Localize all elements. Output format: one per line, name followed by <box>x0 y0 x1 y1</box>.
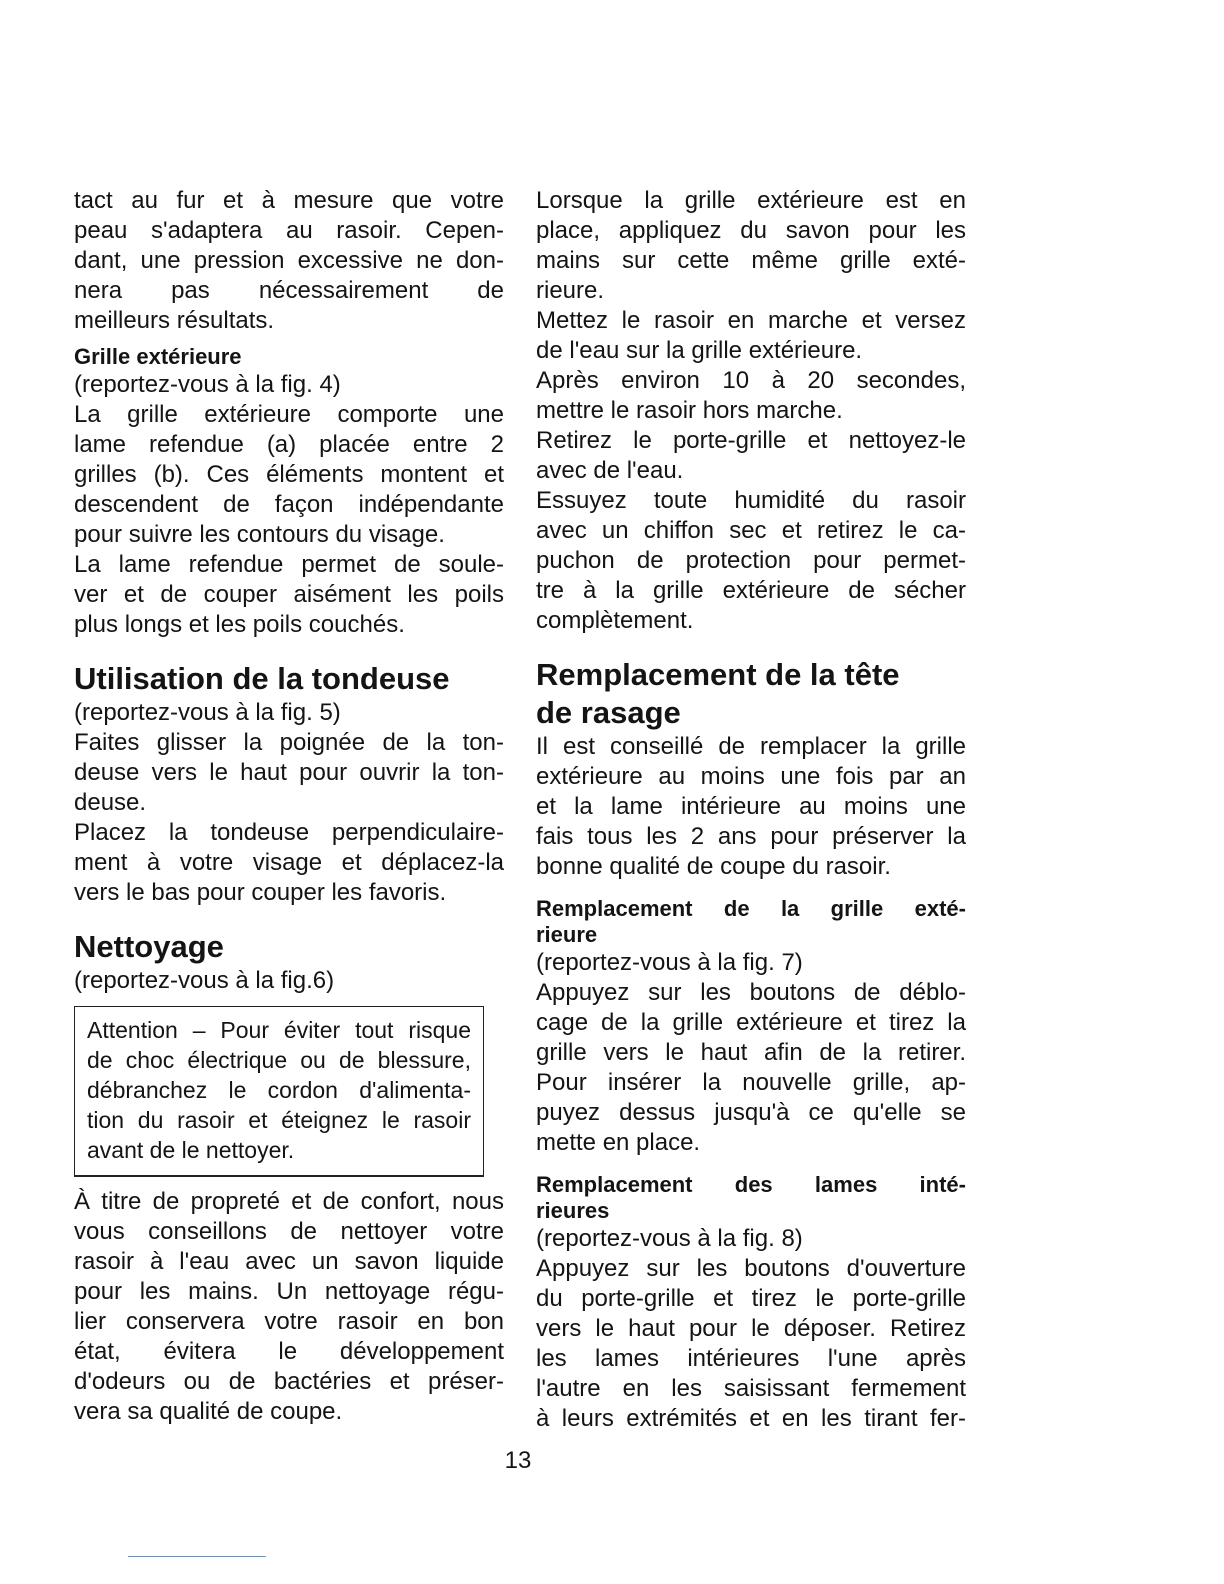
text-line: meilleurs résultats. <box>74 307 275 334</box>
text-line: (reportez-vous à la fig. 8) <box>536 1225 803 1252</box>
text-line: pour suivre les contours du visage. <box>74 521 445 548</box>
text-line: extérieure au moins une fois par an <box>536 763 966 790</box>
text-line: du porte-grille et tirez le porte-grille <box>536 1285 966 1312</box>
text-line: bonne qualité de coupe du rasoir. <box>536 853 891 880</box>
grille-paragraph <box>74 370 504 640</box>
text-line: grilles (b). Ces éléments montent et <box>74 461 504 488</box>
nettoyage-figure-ref: (reportez-vous à la fig.6) <box>74 967 335 994</box>
text-line: rieure. <box>536 277 605 304</box>
text-line: Attention – Pour éviter tout risque <box>87 1017 471 1043</box>
text-line: ver et de couper aisément les poils <box>74 581 504 608</box>
heading-remplacement-grille: Remplacement de la grille exté- <box>536 896 966 921</box>
heading-remplacement-grille-line2: rieure <box>536 922 598 947</box>
heading-remplacement-tete-line2: de rasage <box>536 695 681 730</box>
text-line: complètement. <box>536 607 694 634</box>
text-line: Placez la tondeuse perpendiculaire- <box>74 819 504 846</box>
text-line: peau s'adaptera au rasoir. Cepen- <box>74 217 504 244</box>
text-line: nera pas nécessairement de <box>74 277 504 304</box>
footer-rule <box>128 1556 266 1557</box>
left-column <box>74 186 504 1427</box>
text-line: dant, une pression excessive ne don- <box>74 247 504 274</box>
remplacement-paragraph <box>536 732 966 882</box>
text-line: vera sa qualité de coupe. <box>74 1398 343 1425</box>
heading-grille-exterieure: Grille extérieure <box>74 344 242 369</box>
text-line: Essuyez toute humidité du rasoir <box>536 487 966 514</box>
text-line: lame refendue (a) placée entre 2 <box>74 431 504 458</box>
tondeuse-paragraph <box>74 698 504 908</box>
heading-remplacement-lames-line2: rieures <box>536 1198 610 1223</box>
text-line: avec un chiffon sec et retirez le ca- <box>536 517 966 544</box>
text-line: deuse. <box>74 789 147 816</box>
text-line: descendent de façon indépendante <box>74 491 504 518</box>
text-line: (reportez-vous à la fig. 4) <box>74 371 341 398</box>
text-line: de l'eau sur la grille extérieure. <box>536 337 863 364</box>
heading-remplacement-lames: Remplacement des lames inté- <box>536 1172 966 1197</box>
heading-utilisation-tondeuse: Utilisation de la tondeuse <box>74 661 450 696</box>
text-line: d'odeurs ou de bactéries et préser- <box>74 1368 504 1395</box>
text-line: lier conservera votre rasoir en bon <box>74 1308 504 1335</box>
text-line: (reportez-vous à la fig. 7) <box>536 949 803 976</box>
right-column <box>536 186 966 1434</box>
text-line: grille vers le haut afin de la retirer. <box>536 1039 966 1066</box>
cleaning-step-5 <box>536 486 966 636</box>
text-line: l'autre en les saisissant fermement <box>536 1375 966 1402</box>
intro-paragraph <box>74 186 504 336</box>
text-line: tact au fur et à mesure que votre <box>74 187 504 214</box>
text-line: Retirez le porte-grille et nettoyez-le <box>536 427 966 454</box>
text-line: ment à votre visage et déplacez-la <box>74 849 504 876</box>
text-line: et la lame intérieure au moins une <box>536 793 966 820</box>
text-line: mettre le rasoir hors marche. <box>536 397 843 424</box>
grille-ext-paragraph <box>536 948 966 1158</box>
text-line: pour les mains. Un nettoyage régu- <box>74 1278 504 1305</box>
text-line: les lames intérieures l'une après <box>536 1345 966 1372</box>
text-line: puchon de protection pour permet- <box>536 547 966 574</box>
text-line: plus longs et les poils couchés. <box>74 611 405 638</box>
text-line: Pour insérer la nouvelle grille, ap- <box>536 1069 966 1096</box>
text-line: Mettez le rasoir en marche et versez <box>536 307 966 334</box>
nettoyage-paragraph <box>74 1187 504 1427</box>
text-line: tre à la grille extérieure de sécher <box>536 577 966 604</box>
cleaning-step-2 <box>536 306 966 366</box>
lames-paragraph <box>536 1224 966 1434</box>
text-line: Appuyez sur les boutons de déblo- <box>536 979 966 1006</box>
text-line: Après environ 10 à 20 secondes, <box>536 367 966 394</box>
text-line: Lorsque la grille extérieure est en <box>536 187 966 214</box>
text-line: Faites glisser la poignée de la ton- <box>74 729 504 756</box>
text-line: cage de la grille extérieure et tirez la <box>536 1009 966 1036</box>
text-line: mette en place. <box>536 1129 701 1156</box>
text-line: Appuyez sur les boutons d'ouverture <box>536 1255 966 1282</box>
text-line: La lame refendue permet de soule- <box>74 551 504 578</box>
text-line: débranchez le cordon d'alimenta- <box>87 1077 471 1103</box>
cleaning-step-3 <box>536 366 966 426</box>
heading-nettoyage: Nettoyage <box>74 929 224 964</box>
text-line: La grille extérieure comporte une <box>74 401 504 428</box>
text-line: à leurs extrémités et en les tirant fer- <box>536 1405 966 1432</box>
text-line: (reportez-vous à la fig. 5) <box>74 699 341 726</box>
text-line: À titre de propreté et de confort, nous <box>74 1188 504 1215</box>
text-line: puyez dessus jusqu'à ce qu'elle se <box>536 1099 966 1126</box>
text-line: de choc électrique ou de blessure, <box>87 1047 471 1073</box>
text-line: avec de l'eau. <box>536 457 684 484</box>
cleaning-step-4 <box>536 426 966 486</box>
text-line: avant de le nettoyer. <box>87 1137 295 1163</box>
page-number: 13 <box>504 1447 532 1474</box>
text-line: rasoir à l'eau avec un savon liquide <box>74 1248 504 1275</box>
text-line: place, appliquez du savon pour les <box>536 217 966 244</box>
text-line: fais tous les 2 ans pour préserver la <box>536 823 966 850</box>
attention-box <box>74 1006 484 1177</box>
text-line: Il est conseillé de remplacer la grille <box>536 733 966 760</box>
cleaning-step-1 <box>536 186 966 306</box>
text-line: mains sur cette même grille exté- <box>536 247 966 274</box>
text-line: état, évitera le développement <box>74 1338 504 1365</box>
heading-remplacement-tete: Remplacement de la tête <box>536 657 900 692</box>
text-line: tion du rasoir et éteignez le rasoir <box>87 1107 471 1133</box>
text-line: vous conseillons de nettoyer votre <box>74 1218 504 1245</box>
text-line: deuse vers le haut pour ouvrir la ton- <box>74 759 504 786</box>
text-line: vers le haut pour le déposer. Retirez <box>536 1315 966 1342</box>
text-line: vers le bas pour couper les favoris. <box>74 879 447 906</box>
